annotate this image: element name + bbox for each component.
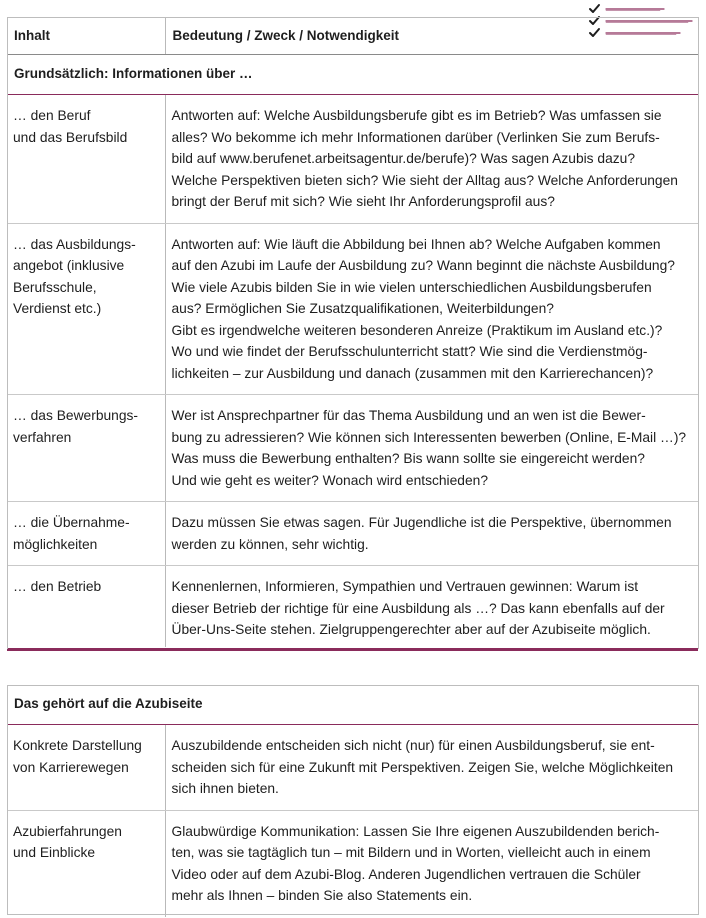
row-text: Antworten auf: Wie läuft die Abbildung bei Ihnen ab? Welche Aufgaben kommen auf den Azubi im Laufe der Ausbildung zu? Wann beginnt die nächste Ausbildung? Wie viele Azubis bilden Sie in wie vielen unterschiedlichen Ausbildungsberufen aus? Ermöglichen Sie Zusatzqualifikationen, Weiterbildungen? Gibt es irgendwelche weiteren besonderen Anreize (Praktikum im Ausland etc.)? Wo und wie findet der Berufsschulunterricht statt? Wie sind die Verdienstmög- lichkeiten – zur Ausbildung und danach (zusammen mit den Karrierechancen)? [165, 223, 698, 395]
row-label: … den Beruf und das Berufsbild [7, 95, 165, 224]
table-row [7, 810, 698, 917]
section-title: Das gehört auf die Azubiseite [7, 685, 698, 725]
row-text: Glaubwürdige Kommunikation: Lassen Sie Ihre eigenen Auszubildenden berich- ten, was sie tagtäglich tun – mit Bildern und in Worten, vielleicht auch in einem Video oder auf dem Azubi-Blog. Anderen Jugendlichen vertrauen die Schüler mehr als Ihnen – binden Sie also Statements ein. [171, 823, 660, 903]
table-row [7, 223, 698, 395]
header-inhalt: Inhalt [7, 17, 165, 55]
row-text: Kennenlernen, Informieren, Sympathien und Vertrauen gewinnen: Warum ist dieser Betrieb der richtige für eine Ausbildung als …? Das kann ebenfalls auf der Über-Uns-Seite stehen. Zielgruppengerechter aber auf der Azubiseite möglich. [171, 579, 665, 637]
row-text: Dazu müssen Sie etwas sagen. Für Jugendliche ist die Perspektive, übernommen werden zu können, sehr wichtig. [165, 502, 698, 566]
section-row-azubiseite [7, 685, 698, 725]
table-row [7, 725, 698, 811]
table-row [7, 95, 698, 224]
content-table-azubiseite [7, 685, 698, 917]
table-row [7, 566, 698, 647]
header-bedeutung: Bedeutung / Zweck / Notwendigkeit [165, 17, 698, 55]
section-row-grundsaetzlich [7, 55, 698, 95]
row-label: … den Betrieb [7, 566, 165, 647]
section-title: Grundsätzlich: Informationen über … [7, 55, 698, 95]
table-row [7, 395, 698, 502]
row-label: … die Übernahme- möglichkeiten [7, 502, 165, 566]
row-label: … das Bewerbungs- verfahren [7, 395, 165, 502]
row-text: Auszubildende entscheiden sich nicht (nur) für einen Ausbildungsberuf, sie ent- scheiden sich für eine Zukunft mit Perspektiven. Zeigen Sie, welche Möglichkeiten sich ihnen bieten. [165, 725, 698, 811]
row-text: Wer ist Ansprechpartner für das Thema Ausbildung und an wen ist die Bewer- bung zu adressieren? Wie können sich Interessenten bewerben (Online, E-Mail …)? Was muss die Bewerbung enthalten? Bis wann sollte sie eingereicht werden? Und wie geht es weiter? Wonach wird entschieden? [165, 395, 698, 502]
row-label: Azubierfahrungen und Einblicke [7, 810, 165, 917]
table-end-bar [7, 648, 698, 651]
row-label: Konkrete Darstellung von Karrierewegen [7, 725, 165, 811]
row-label: … das Ausbildungs- angebot (inklusive Berufsschule, Verdienst etc.) [7, 223, 165, 395]
table-row [7, 502, 698, 566]
row-text: Antworten auf: Welche Ausbildungsberufe gibt es im Betrieb? Was umfassen sie alles? Wo bekomme ich mehr Informationen darüber (Verlinken Sie zum Berufs- bild auf www.berufenet.arbeitsagentur.de/berufe)? Was sagen Azubis dazu? Welche Perspektiven bieten sich? Wie sieht der Alltag aus? Welche Anforderungen bringt der Beruf mit sich? Wie sieht Ihr Anforderungsprofil aus? [165, 95, 698, 224]
content-table-information [7, 17, 698, 647]
table-header-row [7, 17, 698, 55]
